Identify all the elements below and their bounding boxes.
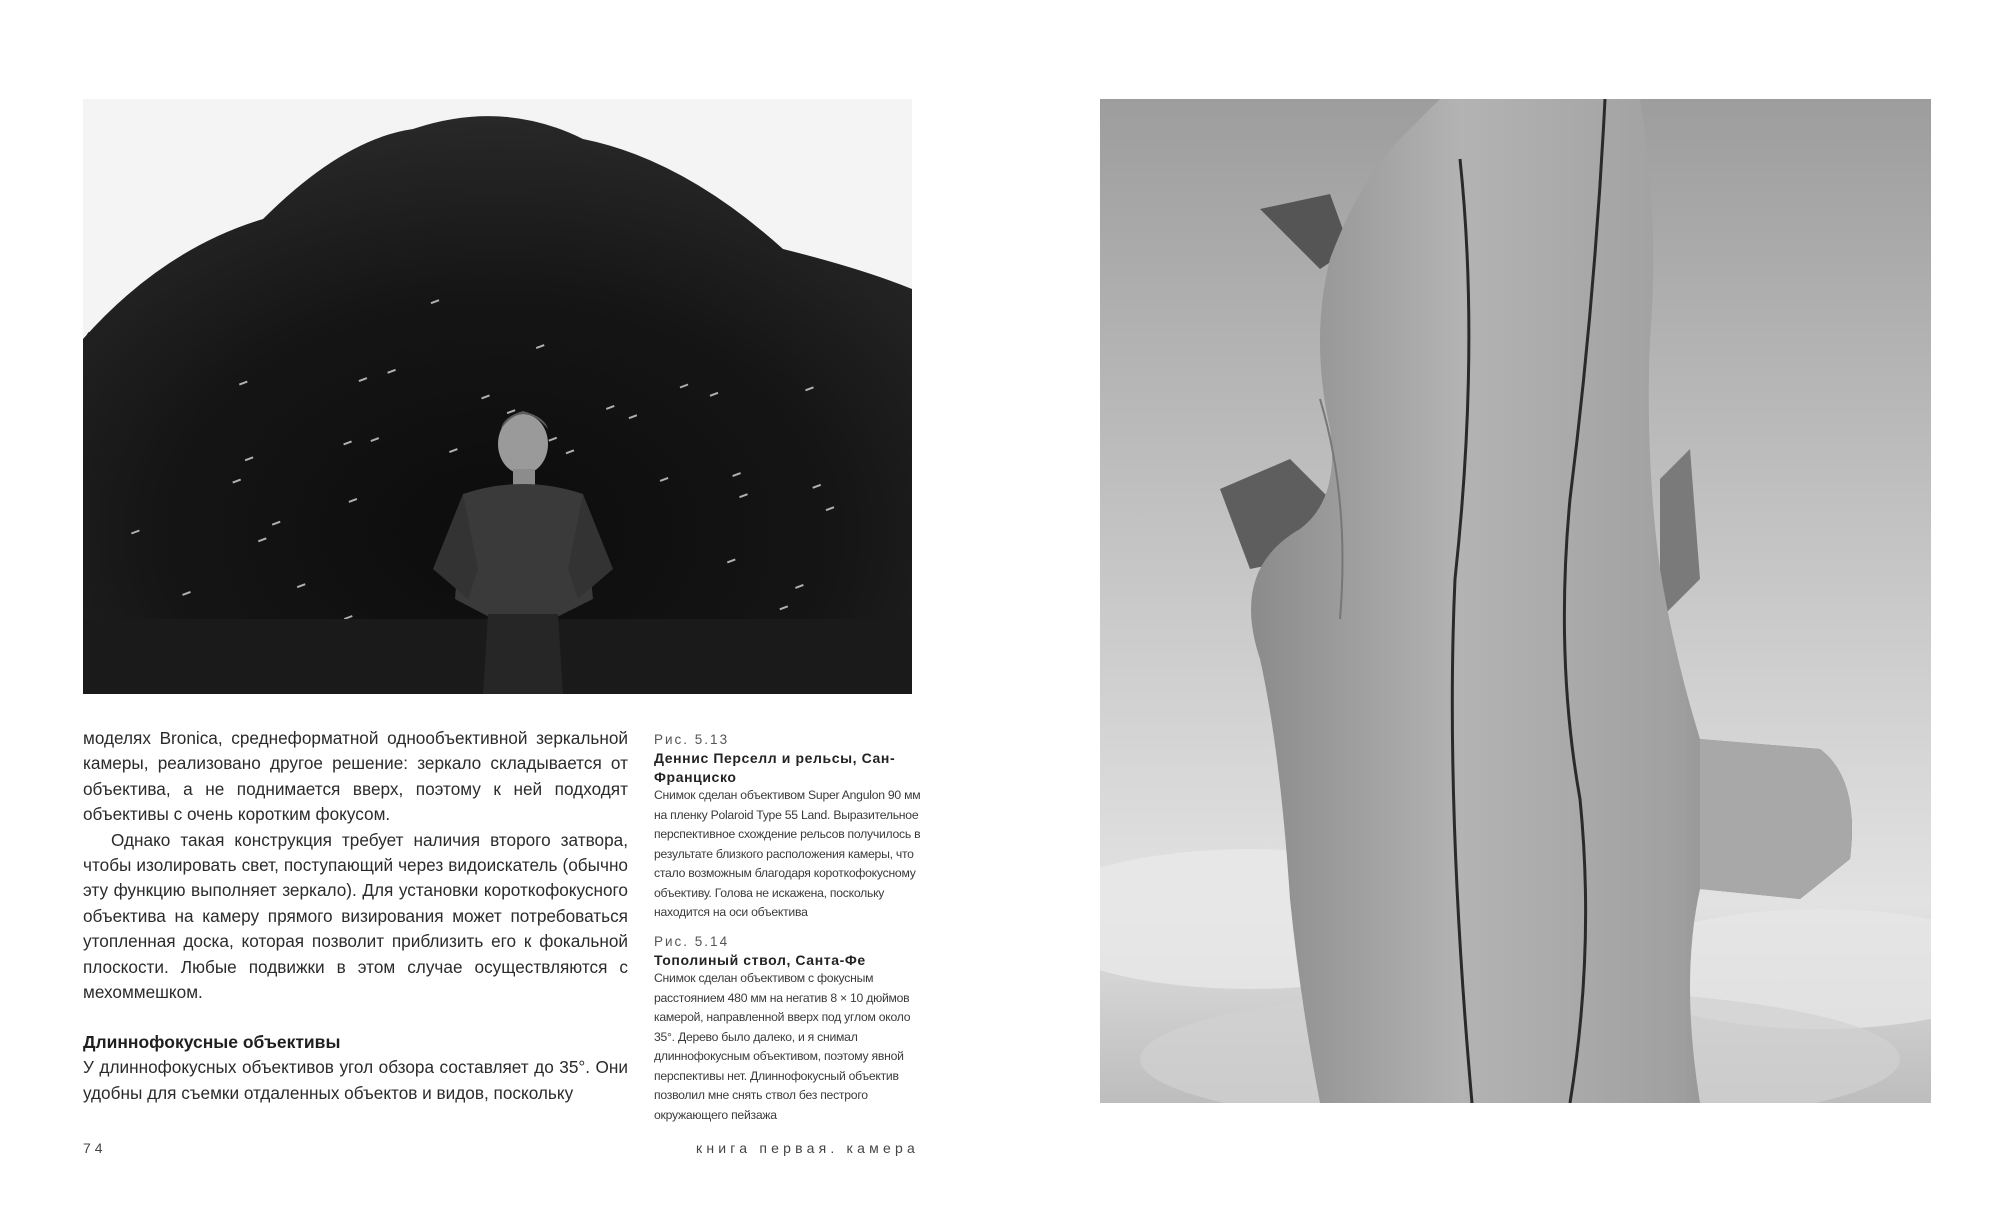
figure-description: Снимок сделан объективом Super Angulon 90 мм на пленку Polaroid Type 55 Land. Выразительное перспективное схождение рельсов получилось в результате близкого расположения камеры, что стало возможным благодаря короткофокусному объективу. Голова не искажена, поскольку находится на оси объектива [654,788,921,919]
body-paragraph: Однако такая конструкция требует наличия второго затвора, чтобы изолировать свет, поступающий через видоискатель (обычно эту функцию выполняет зеркало). Для установки короткофокусного объектива на камеру прямого визирования может потребоваться утопленная доска, которая позволит приблизить его к фокальной плоскости. Любые подвижки в этом случае осуществляются с мехоммешком. [83,829,628,1003]
body-text-column [83,726,628,1106]
trunk-photo-illustration [1100,99,1931,1103]
figure-title: Деннис Перселл и рельсы, Сан-Франциско [654,750,896,785]
section-heading: Длиннофокусные объективы [83,1032,341,1053]
caption-column [654,731,922,1135]
figure-title: Тополиный ствол, Санта-Фе [654,951,866,968]
photo-cottonwood-trunk [1100,99,1931,1103]
figure-caption [654,933,922,1126]
figure-caption [654,731,922,923]
running-head: книга первая. камера [696,1140,919,1156]
body-paragraph: У длиннофокусных объективов угол обзора составляет до 35°. Они удобны для съемки отдаленных объектов и видов, поскольку [83,1057,628,1103]
figure-description: Снимок сделан объективом с фокусным расстоянием 480 мм на негатив 8 × 10 дюймов камерой, направленной вверх под углом около 35°. Дерево было далеко, и я снимал длиннофокусным объективом, поэтому явной перспективы нет. Длиннофокусный объектив позволил мне снять ствол без пестрого окружающего пейзажа [654,971,911,1122]
body-paragraph: моделях Bronica, среднеформатной однообъективной зеркальной камеры, реализовано другое решение: зеркало складывается от объектива, а не поднимается вверх, поэтому к ней подходят объективы с очень коротким фокусом. [83,728,628,825]
figure-number: Рис. 5.14 [654,933,730,949]
page-number: 74 [83,1140,107,1156]
photo-rails-man [83,99,912,694]
figure-number: Рис. 5.13 [654,732,730,747]
rails-photo-illustration [83,99,912,694]
